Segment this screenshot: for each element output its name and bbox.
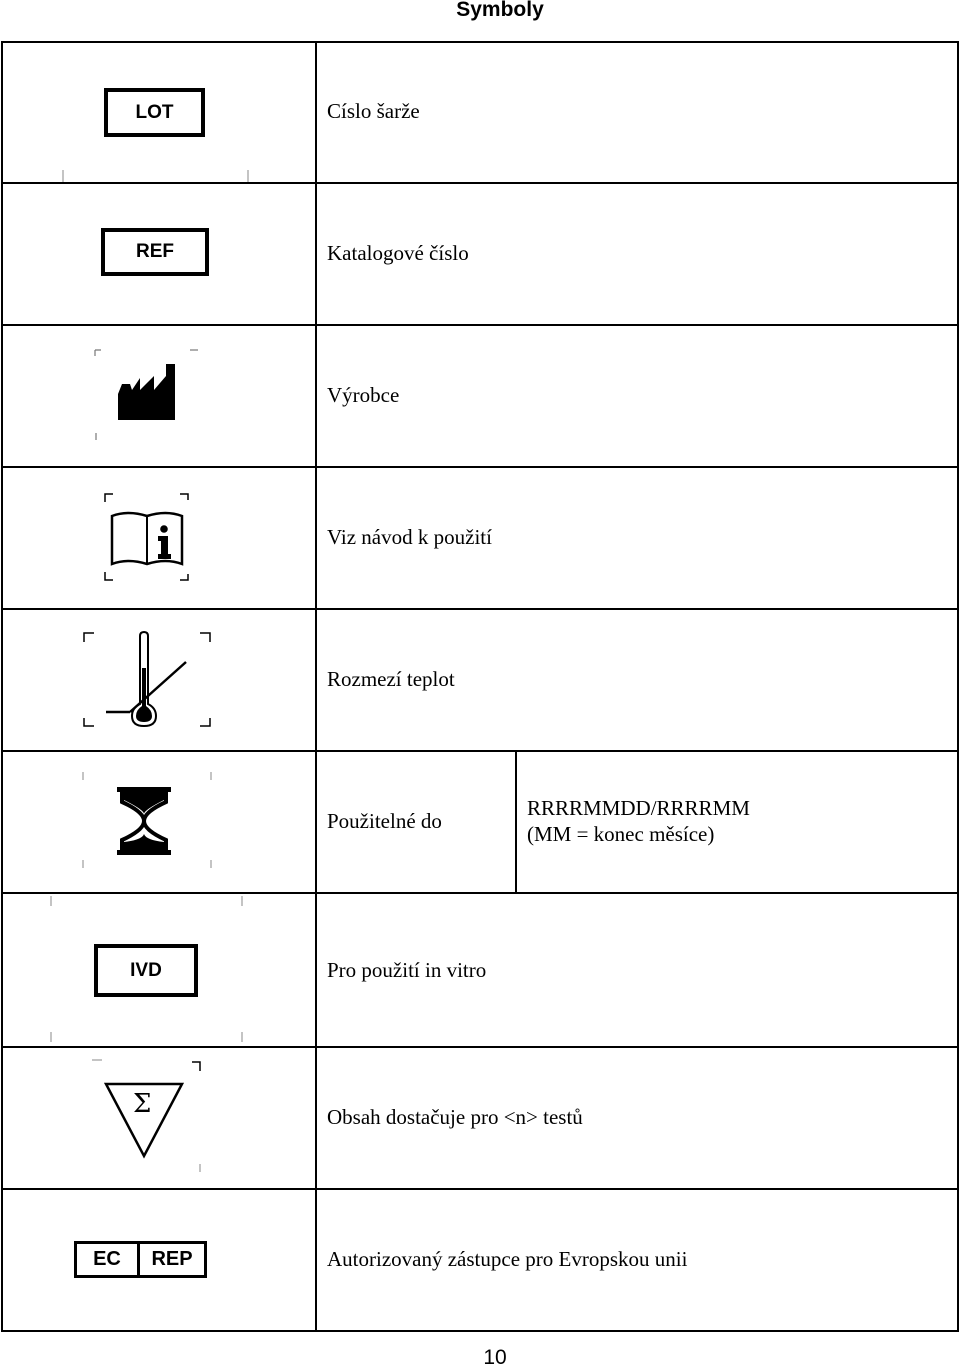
table-border-top bbox=[2, 41, 959, 43]
description-contents: Obsah dostačuje pro <n> testů bbox=[327, 1105, 583, 1129]
row-divider bbox=[2, 1188, 959, 1190]
page-title: Symboly bbox=[456, 0, 544, 21]
column-divider bbox=[315, 41, 317, 1332]
row-divider bbox=[2, 466, 959, 468]
ec-rep-icon bbox=[74, 1241, 207, 1278]
description-ivd: Pro použití in vitro bbox=[327, 958, 487, 982]
table-border-right bbox=[957, 41, 959, 1332]
description-temperature: Rozmezí teplot bbox=[327, 667, 455, 691]
row-divider bbox=[2, 608, 959, 610]
description-instructions: Viz návod k použití bbox=[327, 525, 492, 549]
description-lot: Císlo šarže bbox=[327, 99, 420, 123]
table-border-left bbox=[1, 41, 3, 1332]
row-divider bbox=[2, 324, 959, 326]
date-format-note: (MM = konec měsíce) bbox=[527, 822, 715, 846]
page-number: 10 bbox=[483, 1346, 507, 1369]
row-divider bbox=[2, 750, 959, 752]
description-ref: Katalogové číslo bbox=[327, 241, 469, 265]
lot-icon: LOT bbox=[104, 88, 205, 137]
rep-label: REP bbox=[151, 1248, 193, 1270]
date-format: RRRRMMDD/RRRRMM bbox=[527, 796, 750, 820]
column-divider-detail bbox=[515, 750, 517, 894]
factory-icon bbox=[92, 346, 207, 446]
ref-icon: REF bbox=[101, 228, 209, 276]
book-info-icon bbox=[100, 490, 195, 585]
sigma-symbol: Σ bbox=[133, 1089, 152, 1119]
description-authorized-rep: Autorizovaný zástupce pro Evropskou unii bbox=[327, 1247, 688, 1271]
description-manufacturer: Výrobce bbox=[327, 383, 400, 407]
hourglass-icon bbox=[78, 768, 218, 873]
thermometer-icon bbox=[78, 628, 218, 733]
row-divider bbox=[2, 182, 959, 184]
ec-label: EC bbox=[77, 1244, 140, 1275]
table-border-bottom bbox=[2, 1330, 959, 1332]
ivd-icon: IVD bbox=[94, 944, 198, 997]
crop-marks-icon bbox=[60, 168, 260, 182]
description-use-by: Použitelné do bbox=[327, 809, 442, 833]
